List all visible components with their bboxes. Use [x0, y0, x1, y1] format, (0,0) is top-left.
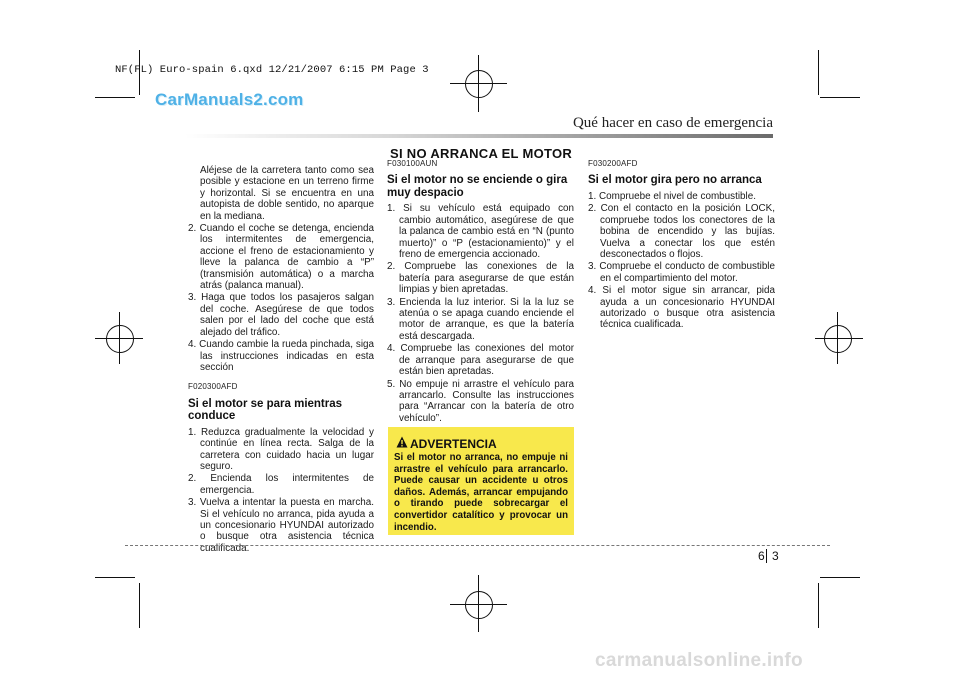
warning-box: [388, 427, 574, 535]
footer-rule: [125, 545, 830, 546]
section-title: SI NO ARRANCA EL MOTOR: [390, 146, 573, 161]
page-header-title: Qué hacer en caso de emergencia: [572, 115, 773, 131]
column-1: [188, 165, 374, 555]
warning-triangle-icon: [396, 436, 408, 448]
list-item: 1. Reduzca gradualmente la velocidad y continúe en línea recta. Salga de la carretera con cuidado hacia un lugar seguro.: [188, 426, 374, 472]
chapter-number: 6: [758, 549, 765, 563]
watermark-bottom: carmanualsonline.info: [595, 650, 803, 671]
list-item: 2. Cuando el coche se detenga, encienda los intermitentes de emergencia, accione el freno de estacionamiento y lleve la palanca de cambio a “P” (transmisión automática) o a marcha atrás (palanca manual).: [188, 223, 374, 292]
file-info: NF(FL) Euro-spain 6.qxd 12/21/2007 6:15 PM Page 3: [115, 64, 429, 76]
list-item: 4. Cuando cambie la rueda pinchada, siga las instrucciones indicadas en esta sección: [188, 339, 374, 373]
list-item: 3. Vuelva a intentar la puesta en marcha. Si el vehículo no arranca, pida ayuda a un concesionario HYUNDAI autorizado o busque otra asistencia técnica cualificada.: [188, 497, 374, 554]
column-2: [387, 158, 574, 425]
warning-title: ADVERTENCIA: [410, 437, 497, 451]
list-item: 2. Compruebe las conexiones de la batería para asegurarse de que están limpias y bien apretadas.: [387, 261, 574, 296]
list-item: 4. Compruebe las conexiones del motor de arranque para asegurarse de que están bien apretadas.: [387, 343, 574, 378]
subheading: Si el motor no se enciende o gira muy despacio: [387, 174, 568, 199]
intro-paragraph: Aléjese de la carretera tanto como sea posible y estacione en un terreno firme y horizontal. Si se encuentra en una autopista de doble sentido, no aparque en la mediana.: [200, 165, 374, 222]
page-number-divider: [766, 549, 767, 563]
list-item: 1. Si su vehículo está equipado con cambio automático, asegúrese de que la palanca de cambio está en “N (punto muerto)” o “P (estacionamiento)” y el freno de emergencia accionado.: [387, 203, 574, 261]
header-rule: [185, 134, 773, 138]
list-item: 3. Encienda la luz interior. Si la la luz se atenúa o se apaga cuando enciende el motor de arranque, es que la batería está descargada.: [387, 296, 574, 342]
section-code: F030200AFD: [588, 159, 638, 168]
watermark-top: CarManuals2.com: [155, 90, 304, 109]
list-item: 5. No empuje ni arrastre el vehículo para arrancarlo. Consulte las instrucciones para “Arrancar con la batería de otro vehículo”.: [387, 378, 574, 424]
list-item: 4. Si el motor sigue sin arrancar, pida ayuda a un concesionario HYUNDAI autorizado o busque otra asistencia técnica cualificada.: [588, 285, 775, 331]
subheading: Si el motor se para mientras conduce: [188, 397, 343, 423]
column-3: [588, 158, 775, 332]
section-code: F020300AFD: [188, 382, 238, 392]
subheading: Si el motor gira pero no arranca: [588, 174, 762, 187]
section-code: F030100AUN: [387, 159, 438, 168]
list-item: 2. Con el contacto en la posición LOCK, compruebe todos los conectores de la bobina de encendido y las bujías. Vuelva a conectar los que estén desconectados o flojos.: [588, 203, 775, 260]
list-item: 3. Haga que todos los pasajeros salgan del coche. Asegúrese de que todos salen por el lado del coche que está alejado del tráfico.: [188, 292, 374, 338]
page-number: 3: [772, 549, 779, 563]
list-item: 2. Encienda los intermitentes de emergencia.: [188, 473, 374, 496]
list-item: 1. Compruebe el nivel de combustible.: [588, 190, 756, 202]
warning-text: Si el motor no arranca, no empuje ni arrastre el vehículo para arrancarlo. Puede causar un accidente u otros daños. Además, arrancar empujando o tirando puede sobrecargar el convertidor catalítico y provocar un incendio.: [394, 452, 568, 533]
list-item: 3. Compruebe el conducto de combustible en el compartimiento del motor.: [588, 261, 775, 284]
